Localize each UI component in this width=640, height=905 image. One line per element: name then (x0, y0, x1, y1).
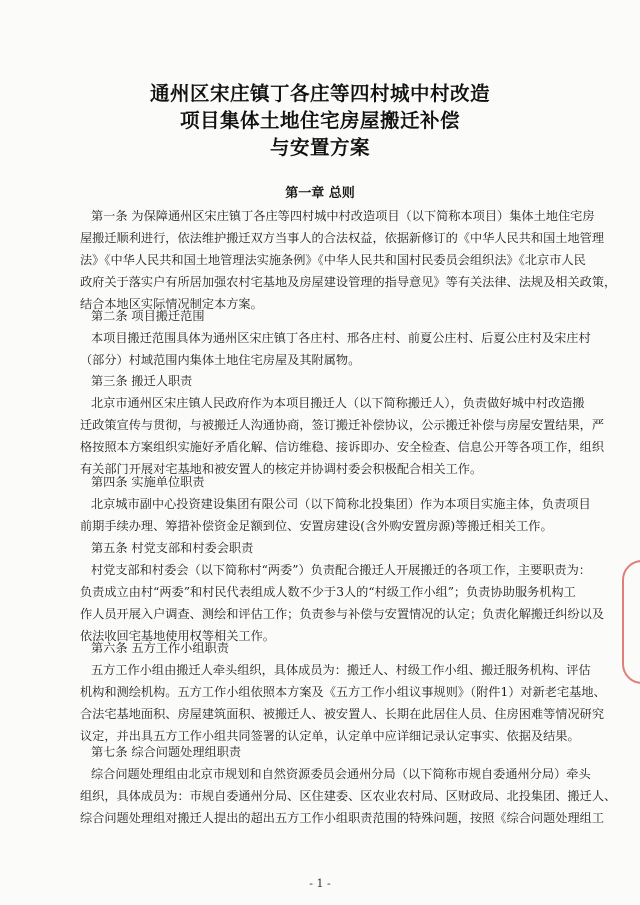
article-2-line: 本项目搬迁范围具体为通州区宋庄镇丁各庄村、邢各庄村、前夏公庄村、后夏公庄村及宋庄村 (91, 331, 591, 345)
article-5-line: 负责成立由村“两委”和村民代表组成人数不少于3人的“村级工作小组”；负责协助服务机构工 (80, 585, 576, 599)
article-7-heading: 第七条 综合问题处理组职责 (91, 745, 242, 759)
article-3-heading: 第三条 搬迁人职责 (91, 374, 193, 388)
article-7-line: 综合问题处理组由北京市规划和自然资源委员会通州分局（以下简称市规自委通州分局）牵头 (91, 767, 591, 781)
article-3-line: 北京市通州区宋庄镇人民政府作为本项目搬迁人（以下简称搬迁人），负责做好城中村改造搬 (91, 396, 585, 410)
article-2-heading: 第二条 项目搬迁范围 (91, 309, 205, 323)
article-7-line: 组织，具体成员为：市规自委通州分局、区住建委、区农业农村局、区财政局、北投集团、搬迁人、 (80, 789, 617, 803)
article-1-line: 结合本地区实际情况制定本方案。 (80, 297, 263, 311)
article-5-heading: 第五条 村党支部和村委会职责 (91, 541, 254, 555)
article-1-line: 第一条 为保障通州区宋庄镇丁各庄等四村城中村改造项目（以下简称本项目）集体土地住宅房 (91, 209, 595, 223)
article-4-line: 前期手续办理、筹措补偿资金足额到位、安置房建设(含外购安置房源)等搬迁相关工作。 (80, 519, 553, 533)
red-seal-stamp (622, 560, 640, 684)
article-6-line: 议定，并出具五方工作小组共同签署的认定单，认定单中应详细记录认定事实、依据及结果。 (80, 729, 580, 743)
chapter-heading: 第一章 总则 (285, 186, 355, 201)
document-title-line-1: 通州区宋庄镇丁各庄等四村城中村改造 (149, 82, 490, 105)
article-5-line: 作人员开展入户调查、测绘和评估工作；负责参与补偿与安置情况的认定；负责化解搬迁纠纷以及 (80, 607, 605, 621)
article-6-heading: 第六条 五方工作小组职责 (91, 641, 229, 655)
article-6-line: 合法宅基地面积、房屋建筑面积、被搬迁人、被安置人、长期在此居住人员、住房困难等情况研究 (80, 707, 605, 721)
article-6-line: 五方工作小组由搬迁人牵头组织，具体成员为：搬迁人、村级工作小组、搬迁服务机构、评估 (91, 663, 591, 677)
article-1-line: 屋搬迁顺利进行，依法维护搬迁双方当事人的合法权益，依据新修订的《中华人民共和国土地管理 (80, 231, 605, 245)
article-3-line: 迁政策宣传与贯彻，与被搬迁人沟通协商，签订搬迁补偿协议，公示搬迁补偿与房屋安置结果，严 (80, 418, 605, 432)
document-title-line-2: 项目集体土地住宅房屋搬迁补偿 (179, 109, 460, 132)
article-1-line: 法》《中华人民共和国土地管理法实施条例》《中华人民共和国村民委员会组织法》《北京市人民 (80, 253, 586, 267)
article-5-line: 村党支部和村委会（以下简称村“两委”）负责配合搬迁人开展搬迁的各项工作，主要职责为： (91, 563, 591, 577)
article-6-line: 机构和测绘机构。五方工作小组依照本方案及《五方工作小组议事规则》（附件1）对新老宅基地、 (80, 685, 606, 699)
article-3-line: 有关部门开展对宅基地和被安置人的核定并协调村委会积极配合相关工作。 (80, 462, 483, 476)
article-2-line: （部分）村域范围内集体土地住宅房屋及其附属物。 (80, 353, 361, 367)
article-7-line: 综合问题处理组对搬迁人提出的超出五方工作小组职责范围的特殊问题，按照《综合问题处理组工 (80, 811, 605, 825)
article-1-line: 政府关于落实户有所居加强农村宅基地及房屋建设管理的指导意见》等有关法律、法规及相关政策， (80, 275, 617, 289)
article-4-line: 北京城市副中心投资建设集团有限公司（以下简称北投集团）作为本项目实施主体，负责项目 (91, 497, 591, 511)
article-5-line: 依法收回宅基地使用权等相关工作。 (80, 629, 275, 643)
document-title-line-3: 与安置方案 (269, 136, 370, 159)
article-3-line: 格按照本方案组织实施好矛盾化解、信访维稳、接诉即办、安全检查、信息公开等各项工作，组织 (80, 440, 605, 454)
page-number: - 1 - (309, 877, 331, 890)
article-4-heading: 第四条 实施单位职责 (91, 475, 205, 489)
